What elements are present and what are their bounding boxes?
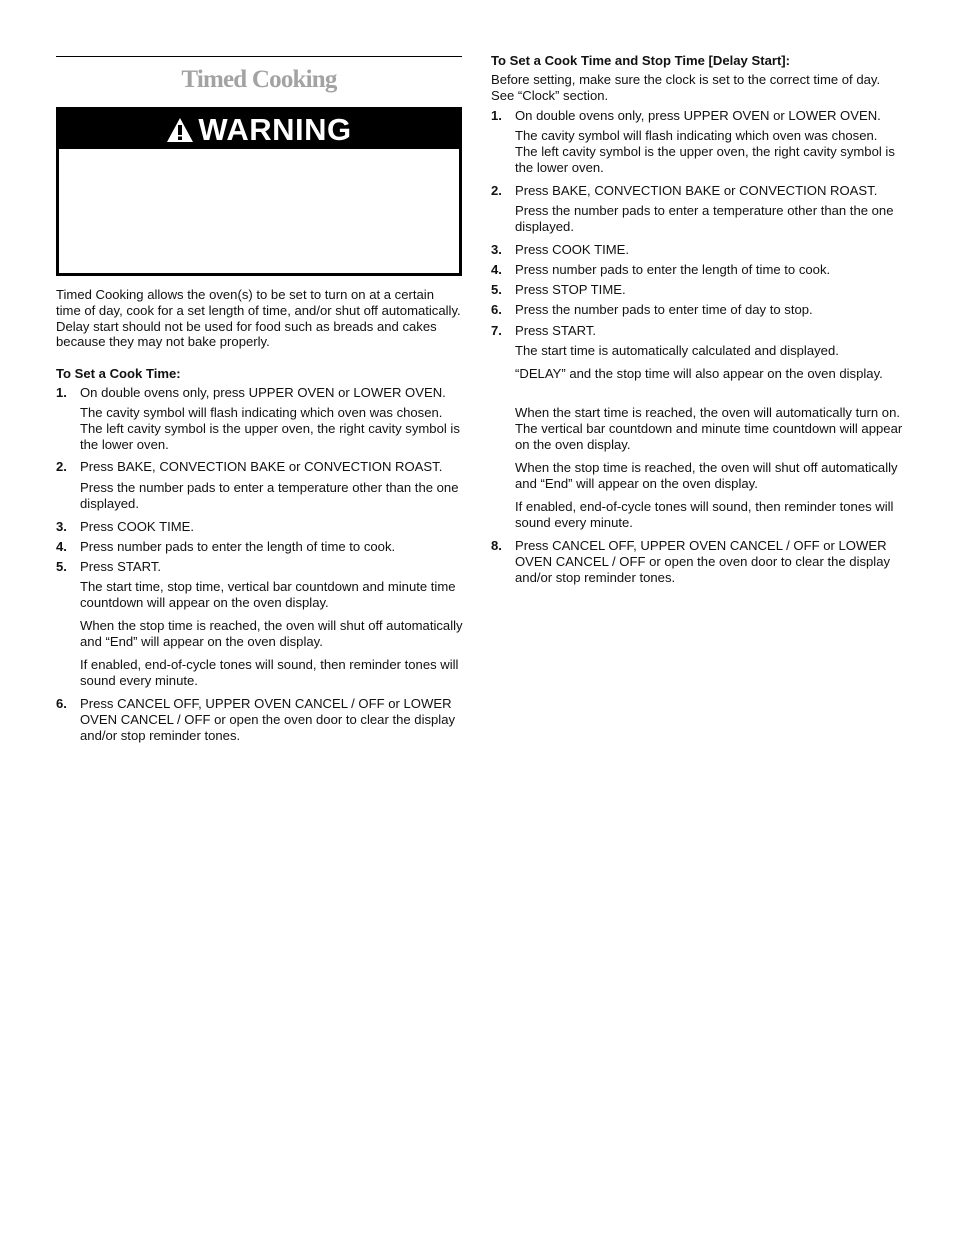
- step-note: The cavity symbol will flash indicating which oven was chosen. The left cavity symbol is the upper oven, the right cavity symbol is the lower oven.: [80, 405, 460, 452]
- step-note: When the stop time is reached, the oven will shut off automatically and “End” will appear on the oven display.: [80, 618, 463, 649]
- step-text: Press START.: [515, 323, 597, 338]
- delay-start-intro: Before setting, make sure the clock is set to the correct time of day. See “Clock” section.: [491, 72, 881, 103]
- warning-box: [56, 107, 462, 276]
- step-text: Press CANCEL OFF, UPPER OVEN CANCEL / OFF or LOWER OVEN CANCEL / OFF or open the oven door to clear the display and/or stop reminder tones.: [80, 696, 456, 743]
- step-number: 3.: [56, 519, 67, 534]
- step-number: 5.: [491, 282, 502, 297]
- step-number: 8.: [491, 538, 502, 553]
- step-number: 3.: [491, 242, 502, 257]
- step-note: When the start time is reached, the oven will automatically turn on. The vertical bar countdown and minute time countdown will appear on the oven display.: [515, 405, 903, 452]
- step-number: 1.: [491, 108, 502, 123]
- step-number: 4.: [491, 262, 502, 277]
- section-title: Timed Cooking: [181, 66, 337, 93]
- step-note: The cavity symbol will flash indicating which oven was chosen. The left cavity symbol is the upper oven, the right cavity symbol is the lower oven.: [515, 128, 895, 175]
- step-text: Press STOP TIME.: [515, 282, 626, 297]
- step-note: The start time is automatically calculated and displayed.: [515, 343, 839, 358]
- step-number: 6.: [56, 696, 67, 711]
- step-note: Press the number pads to enter a temperature other than the one displayed.: [80, 480, 459, 511]
- step-number: 4.: [56, 539, 67, 554]
- step-text: Press BAKE, CONVECTION BAKE or CONVECTION ROAST.: [515, 183, 878, 198]
- step-note: “DELAY” and the stop time will also appear on the oven display.: [515, 366, 883, 381]
- step-number: 2.: [491, 183, 502, 198]
- warning-header: [59, 110, 459, 149]
- intro-paragraph: Timed Cooking allows the oven(s) to be set to turn on at a certain time of day, cook for a set length of time, and/or shut off automatically. Delay start should not be used for food such as breads and cakes because they may not bake properly.: [56, 287, 461, 350]
- step-text: Press BAKE, CONVECTION BAKE or CONVECTION ROAST.: [80, 459, 443, 474]
- cook-time-heading: To Set a Cook Time:: [56, 366, 181, 381]
- step-text: Press number pads to enter the length of time to cook.: [80, 539, 396, 554]
- step-number: 6.: [491, 302, 502, 317]
- step-number: 7.: [491, 323, 502, 338]
- step-note: If enabled, end-of-cycle tones will sound, then reminder tones will sound every minute.: [515, 499, 894, 530]
- section-rule: [56, 56, 462, 57]
- step-text: Press COOK TIME.: [80, 519, 194, 534]
- step-text: Press the number pads to enter time of day to stop.: [515, 302, 813, 317]
- delay-start-heading: To Set a Cook Time and Stop Time [Delay Start]:: [491, 53, 791, 68]
- step-number: 2.: [56, 459, 67, 474]
- step-text: On double ovens only, press UPPER OVEN or LOWER OVEN.: [515, 108, 881, 123]
- step-number: 1.: [56, 385, 67, 400]
- step-note: The start time, stop time, vertical bar countdown and minute time countdown will appear on the oven display.: [80, 579, 456, 610]
- warning-triangle-icon: [166, 117, 194, 143]
- step-text: Press CANCEL OFF, UPPER OVEN CANCEL / OFF or LOWER OVEN CANCEL / OFF or open the oven door to clear the display and/or stop reminder tones.: [515, 538, 891, 585]
- step-text: Press number pads to enter the length of time to cook.: [515, 262, 831, 277]
- step-note: Press the number pads to enter a temperature other than the one displayed.: [515, 203, 894, 234]
- step-note: When the stop time is reached, the oven will shut off automatically and “End” will appear on the oven display.: [515, 460, 898, 491]
- step-text: Press START.: [80, 559, 162, 574]
- step-text: On double ovens only, press UPPER OVEN or LOWER OVEN.: [80, 385, 446, 400]
- step-text: Press COOK TIME.: [515, 242, 629, 257]
- warning-word: WARNING: [198, 112, 352, 147]
- step-note: If enabled, end-of-cycle tones will sound, then reminder tones will sound every minute.: [80, 657, 459, 688]
- step-number: 5.: [56, 559, 67, 574]
